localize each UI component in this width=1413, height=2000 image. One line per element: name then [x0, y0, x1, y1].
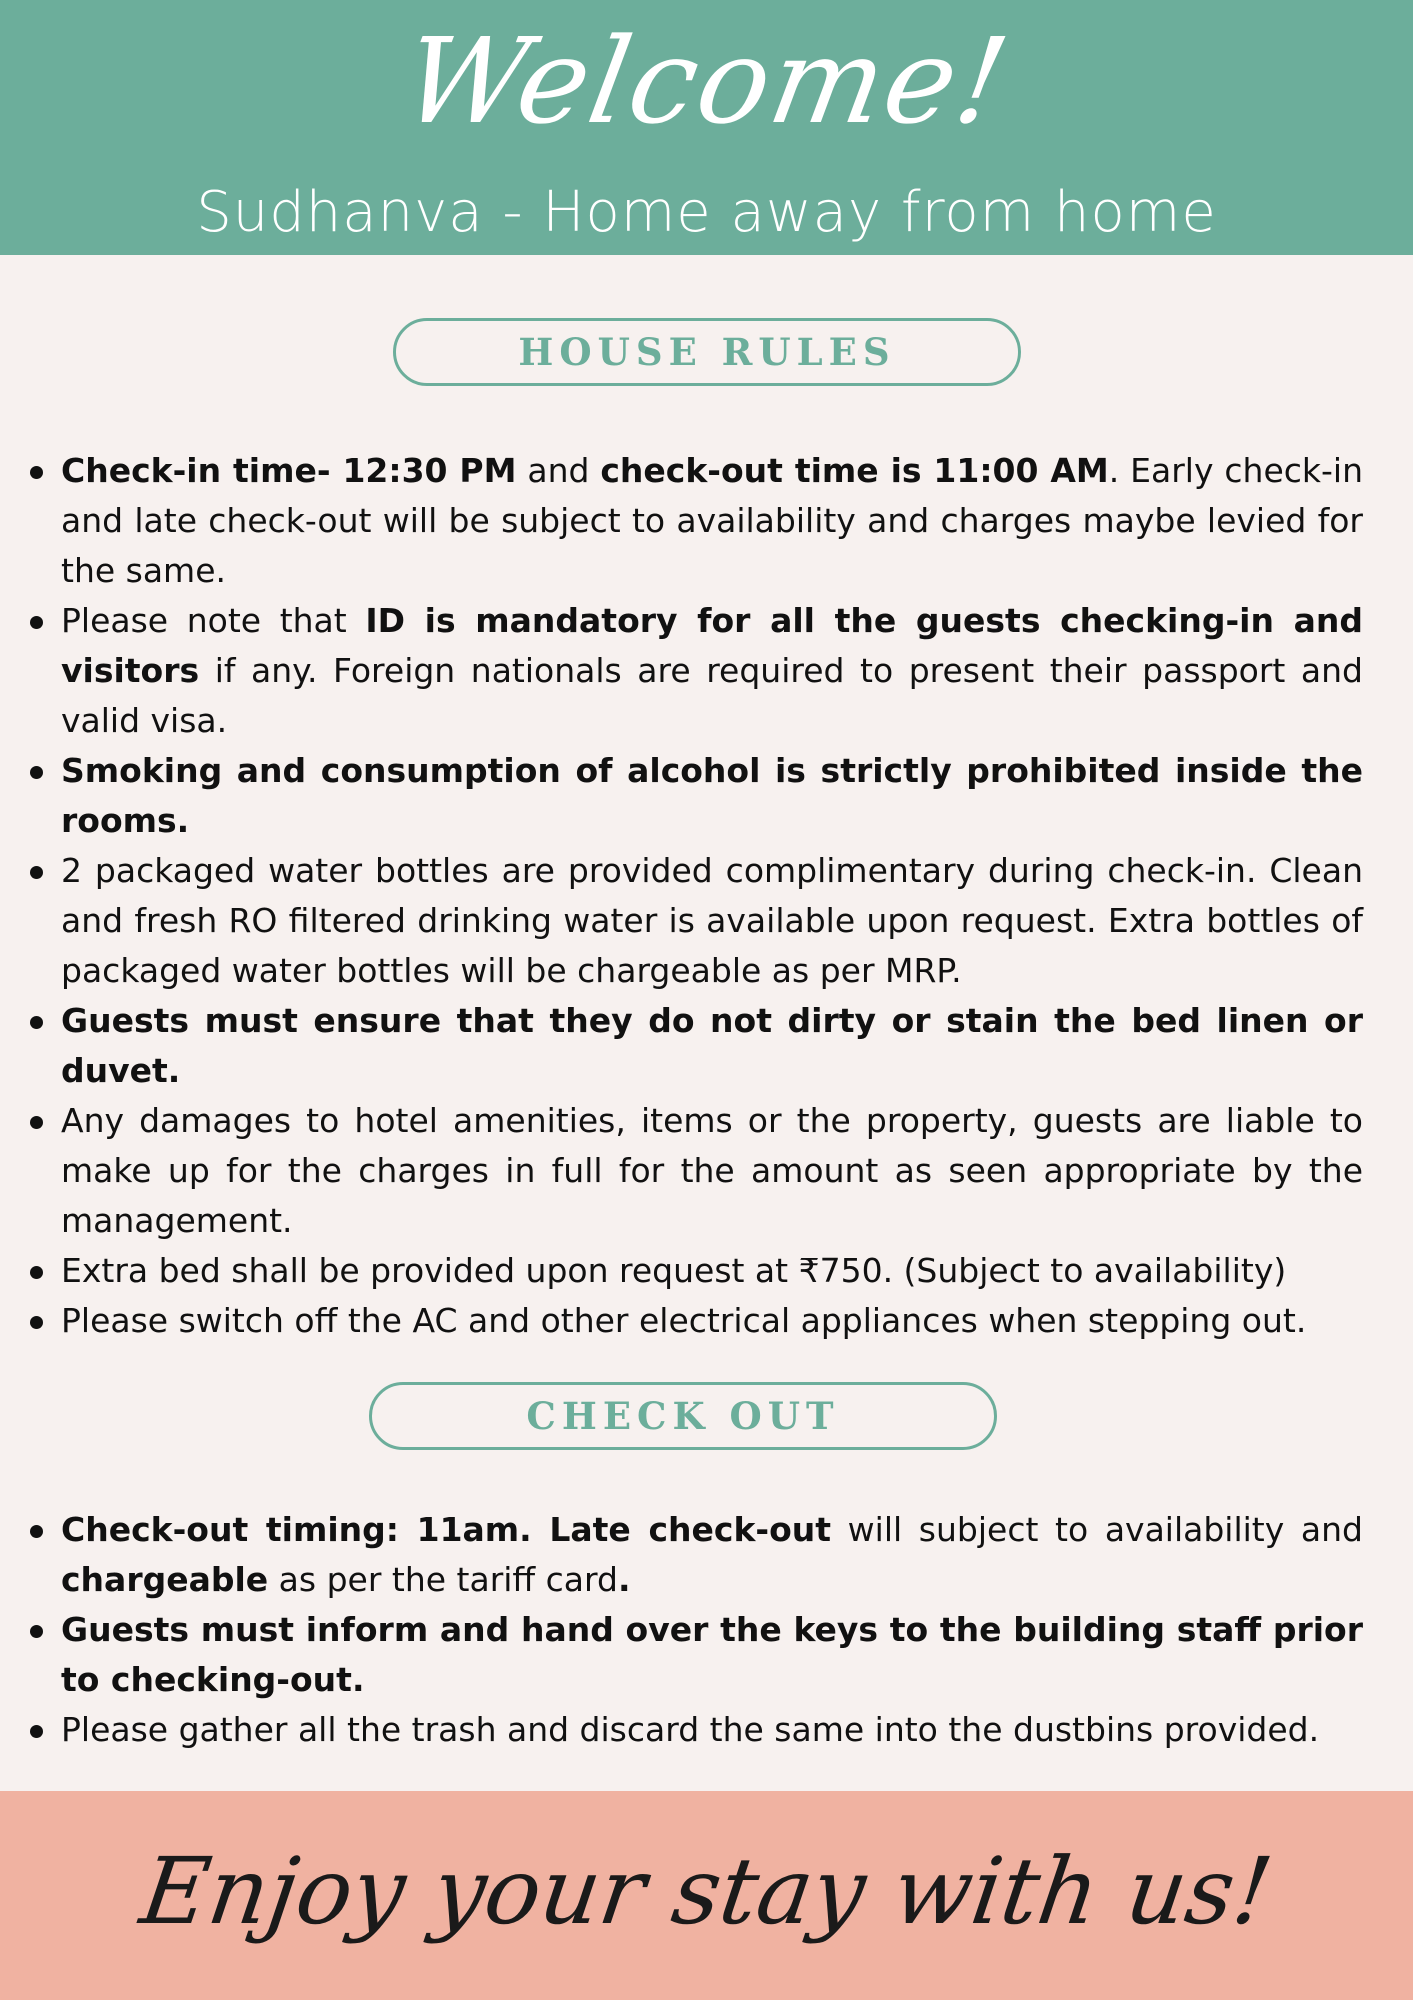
house-rules-item — [0, 1096, 1413, 1246]
house-rules-item-text: Smoking and consumption of alcohol is strictly prohibited inside the rooms. — [61, 751, 1363, 840]
house-rules-item-text: Any damages to hotel amenities, items or the property, guests are liable to make up for the charges in full for the amount as seen appropriate by the management. — [61, 1101, 1363, 1240]
house-rules-item-text: Please note that — [61, 601, 366, 640]
house-rules-item-text: ID is mandatory for all the guests checking-in and visitors — [61, 601, 1363, 690]
header-banner — [0, 0, 1413, 255]
check-out-item-text: . — [617, 1560, 631, 1599]
house-rules-item — [0, 846, 1413, 996]
check-out-item-text: Please gather all the trash and discard the same into the dustbins provided. — [61, 1710, 1320, 1749]
house-rules-item — [0, 746, 1413, 846]
footer-message: Enjoy your stay with us! — [134, 1838, 1279, 1945]
house-rules-list — [0, 446, 1413, 1346]
house-rules-item — [0, 1246, 1413, 1296]
house-rules-item-text: Extra bed shall be provided upon request at ₹750. (Subject to availability) — [61, 1251, 1287, 1290]
check-out-item-text: as per the tariff card — [268, 1560, 618, 1599]
subtitle: Sudhanva - Home away from home — [196, 180, 1217, 245]
welcome-heading: Welcome! — [393, 12, 1020, 150]
house-rules-item-text: 2 packaged water bottles are provided complimentary during check-in. Clean and fresh RO filtered drinking water is available upon request. Extra bottles of packaged water bottles will be chargeable as per MRP. — [61, 851, 1363, 990]
house-rules-item — [0, 996, 1413, 1096]
house-rules-item — [0, 596, 1413, 746]
check-out-item-text: Check-out timing: 11am. Late check-out — [61, 1510, 832, 1549]
check-out-item-text: will subject to availability and — [831, 1510, 1363, 1549]
house-rules-item — [0, 1296, 1413, 1346]
house-rules-item-text: . Early check-in and late check-out will be subject to availability and charges maybe levied for the same. — [61, 451, 1364, 590]
house-rules-item-text: Please switch off the AC and other electrical appliances when stepping out. — [61, 1301, 1307, 1340]
check-out-item-text: chargeable — [61, 1560, 269, 1599]
check-out-item-text: Guests must inform and hand over the keys to the building staff prior to checking-out. — [61, 1610, 1363, 1699]
house-rules-heading: HOUSE RULES — [393, 318, 1021, 386]
house-rules-item-text: check-out time is 11:00 AM — [600, 451, 1109, 490]
house-rules-item-text: Guests must ensure that they do not dirty or stain the bed linen or duvet. — [61, 1001, 1363, 1090]
check-out-item — [0, 1705, 1413, 1755]
house-rules-item — [0, 446, 1413, 596]
check-out-item — [0, 1505, 1413, 1605]
check-out-item — [0, 1605, 1413, 1705]
check-out-list — [0, 1505, 1413, 1755]
house-rules-item-text: Check-in time- 12:30 PM — [61, 451, 517, 490]
house-rules-item-text: if any. Foreign nationals are required to present their passport and valid visa. — [61, 651, 1363, 740]
footer-banner — [0, 1791, 1413, 2000]
check-out-heading: CHECK OUT — [369, 1382, 997, 1450]
house-rules-item-text: and — [516, 451, 601, 490]
